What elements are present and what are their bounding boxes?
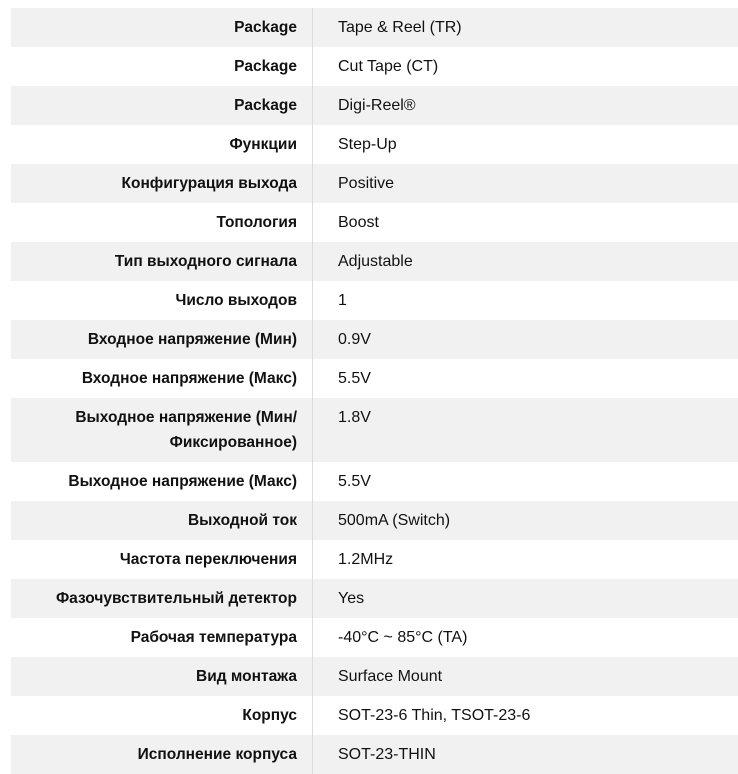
- table-row: [11, 281, 738, 320]
- spec-label: Фазочувствительный детектор: [11, 579, 313, 618]
- table-row: [11, 242, 738, 281]
- spec-label: Выходной ток: [11, 501, 313, 540]
- spec-value: 1.2MHz: [338, 551, 394, 568]
- table-row: [11, 501, 738, 540]
- spec-label: Корпус: [11, 696, 313, 735]
- spec-value: 5.5V: [338, 473, 371, 490]
- table-row: [11, 618, 738, 657]
- spec-value: SOT-23-6 Thin, TSOT-23-6: [338, 707, 531, 724]
- spec-label: Package: [11, 47, 313, 86]
- spec-label: Число выходов: [11, 281, 313, 320]
- spec-label: Package: [11, 86, 313, 125]
- spec-label: Исполнение корпуса: [11, 735, 313, 774]
- spec-label: Вид монтажа: [11, 657, 313, 696]
- table-row: [11, 359, 738, 398]
- table-row: [11, 540, 738, 579]
- spec-label: Package: [11, 8, 313, 47]
- spec-value: Step-Up: [338, 136, 397, 153]
- spec-value: Yes: [338, 590, 365, 607]
- spec-table: [11, 8, 738, 774]
- spec-label: Входное напряжение (Мин): [11, 320, 313, 359]
- spec-label: Конфигурация выхода: [11, 164, 313, 203]
- spec-value: 500mA (Switch): [338, 512, 451, 529]
- spec-value: Surface Mount: [338, 668, 443, 685]
- table-row: [11, 657, 738, 696]
- spec-value: Digi-Reel®: [338, 97, 416, 114]
- table-row: [11, 203, 738, 242]
- table-row: [11, 86, 738, 125]
- spec-value: Tape & Reel (TR): [338, 19, 462, 36]
- spec-label: Выходное напряжение (Мин/ Фиксированное): [11, 398, 313, 462]
- spec-value: Positive: [338, 175, 395, 192]
- table-row: [11, 164, 738, 203]
- spec-label: Топология: [11, 203, 313, 242]
- spec-value: Cut Tape (CT): [338, 58, 439, 75]
- table-row: [11, 320, 738, 359]
- spec-label: Функции: [11, 125, 313, 164]
- spec-label: Тип выходного сигнала: [11, 242, 313, 281]
- spec-label: Рабочая температура: [11, 618, 313, 657]
- spec-label: Выходное напряжение (Макс): [11, 462, 313, 501]
- table-row: [11, 47, 738, 86]
- table-row: [11, 579, 738, 618]
- spec-value: Adjustable: [338, 253, 413, 270]
- table-row: [11, 462, 738, 501]
- table-row: [11, 735, 738, 774]
- spec-value: -40°C ~ 85°C (TA): [338, 629, 468, 646]
- spec-value: 1.8V: [338, 409, 371, 426]
- spec-label: Входное напряжение (Макс): [11, 359, 313, 398]
- spec-value: Boost: [338, 214, 379, 231]
- spec-value: 1: [338, 292, 347, 309]
- spec-value: SOT-23-THIN: [338, 746, 436, 763]
- spec-value: 0.9V: [338, 331, 371, 348]
- table-row: [11, 125, 738, 164]
- table-row: [11, 8, 738, 47]
- table-row: [11, 398, 738, 462]
- table-row: [11, 696, 738, 735]
- spec-value: 5.5V: [338, 370, 371, 387]
- spec-label: Частота переключения: [11, 540, 313, 579]
